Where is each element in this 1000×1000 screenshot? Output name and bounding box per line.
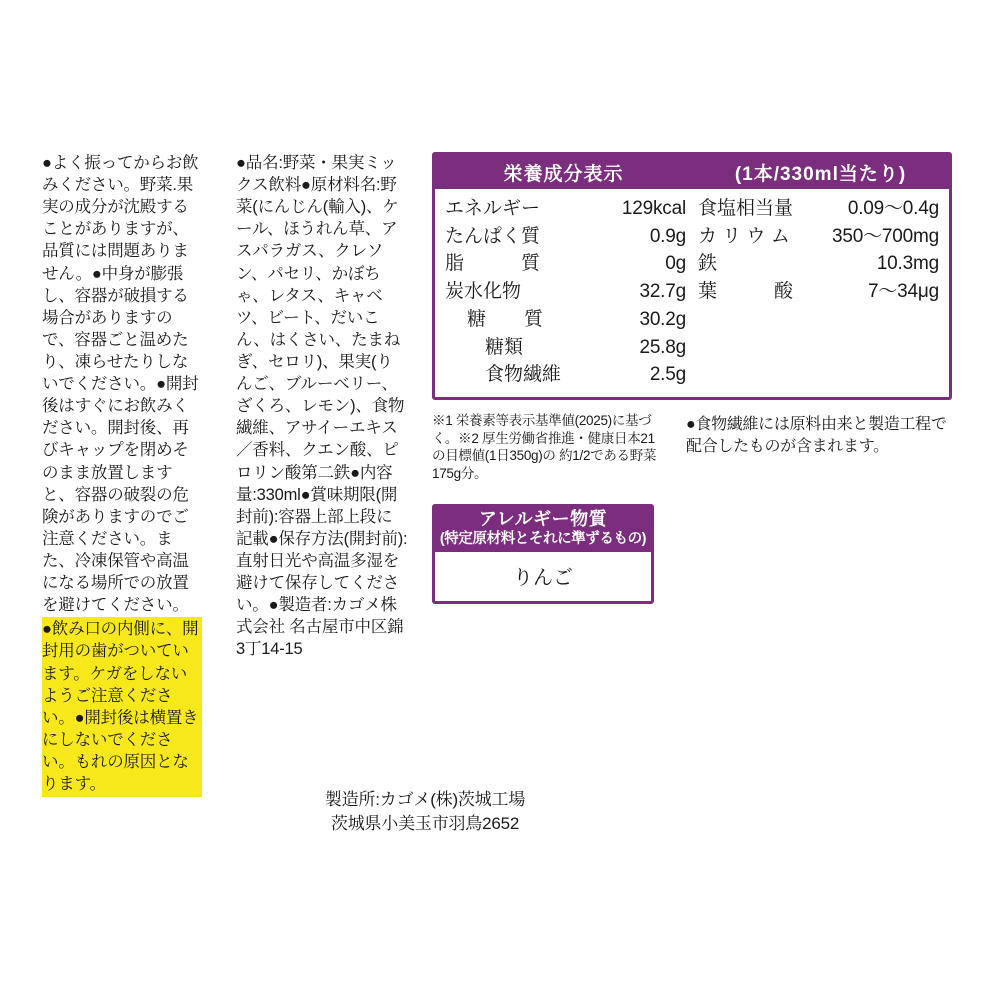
nutrient-value: 32.7g [639,281,686,303]
table-row [445,250,686,278]
table-row [445,361,686,389]
nutrient-label: 糖類 [485,336,524,358]
nutrient-label: エネルギー [445,198,541,219]
table-row [445,195,686,223]
nutrient-label: 葉 酸 [698,281,794,303]
nutrient-value: 30.2g [639,308,686,330]
nutrition-facts-body [435,189,949,397]
fiber-note [686,414,954,458]
nutrition-footnote-text: ※1 栄養素等表示基準値(2025)に基づく。※2 厚生労働省推進・健康日本21の目標値(1日350g)の 約1/2である野菜175g分。 [432,413,657,481]
nutrient-value: 0.09〜0.4g [847,198,939,219]
manufacturing-plant-line2: 茨城県小美玉市羽鳥2652 [330,813,520,833]
nutrition-column-left [435,195,692,389]
nutrient-value: 350〜700mg [832,225,939,247]
table-row [445,334,686,362]
nutrient-label: 食物繊維 [485,364,562,386]
allergen-items: りんご [513,567,573,590]
nutrition-facts-title: 栄養成分表示 [503,163,624,185]
allergen-subtitle: (特定原材料とそれに準ずるもの) [439,530,647,547]
nutrient-value: 2.5g [649,364,686,386]
warning-highlight-text: ●飲み口の内側に、開封用の歯がついています。ケガをしないようご注意ください。●開封後は横置きにしないでください。もれの原因となります。 [42,617,202,797]
nutrient-value: 129kcal [621,198,686,219]
usage-instructions-text: ●よく振ってからお飲みください。野菜.果実の成分が沈殿することがありますが、品質には問題ありません。●中身が膨張し、容器が破損する場合がありますので、容器ごと温めたり、凍らせたりしないでください。●開封後はすぐにお飲みください。開封後、再びキャップを閉めそのまま放置しますと、容器の破裂の危険がありますのでご注意ください。また、冷凍保管や高温になる場所での放置を避けてください。 [42,154,199,615]
nutrition-facts-serving: (1本/330ml当たり) [734,163,907,185]
table-row [698,278,939,306]
nutrition-column-right [692,195,949,389]
product-details-text: ●品名:野菜・果実ミックス飲料●原材料名:野菜(にんじん(輸入)、ケール、ほうれん草、アスパラガス、クレソン、パセリ、かぼちゃ、レタス、キャベツ、ビート、だいこん、はくさい、たまねぎ、セロリ)、果実(りんご、ブルーベリー、ざくろ、レモン)、食物繊維、アサイーエキス／香料、クエン酸、ピロリン酸第二鉄●内容量:330ml●賞味期限(開封前):容器上部上段に記載●保存方法(開封前):直射日光や高温多湿を避けて保存してください。●製造者:カゴメ株式会社 名古屋市中区錦3丁14-15 [236,154,408,659]
nutrient-label: 脂 質 [445,253,541,275]
usage-instructions-column [42,152,202,797]
table-row [698,223,939,251]
nutrition-facts-header [435,155,949,189]
allergen-header [435,507,651,552]
table-row [445,278,686,306]
nutrient-value: 0.9g [649,225,686,247]
nutrient-label: 糖 質 [467,308,544,330]
nutrient-value: 25.8g [639,336,686,358]
allergen-box [432,504,654,604]
manufacturing-plant [210,788,640,836]
product-details-column [236,152,408,661]
fiber-note-text: ●食物繊維には原料由来と製造工程で配合したものが含まれます。 [686,416,947,456]
manufacturing-plant-line1: 製造所:カゴメ(株)茨城工場 [324,790,526,809]
nutrient-value: 10.3mg [876,253,939,275]
table-row [445,306,686,334]
nutrient-value: 0g [665,253,686,275]
nutrient-label: 炭水化物 [445,281,522,303]
nutrient-label: 食塩相当量 [698,198,794,219]
table-row [445,223,686,251]
nutrition-footnote [432,412,660,482]
table-row [698,250,939,278]
nutrient-value: 7〜34μg [867,281,939,303]
nutrient-label: カ リ ウ ム [698,225,790,247]
allergen-title: アレルギー物質 [478,509,608,529]
table-row [698,195,939,223]
nutrient-label: 鉄 [698,253,718,275]
nutrient-label: たんぱく質 [445,225,541,247]
nutrition-facts-table [432,152,952,400]
